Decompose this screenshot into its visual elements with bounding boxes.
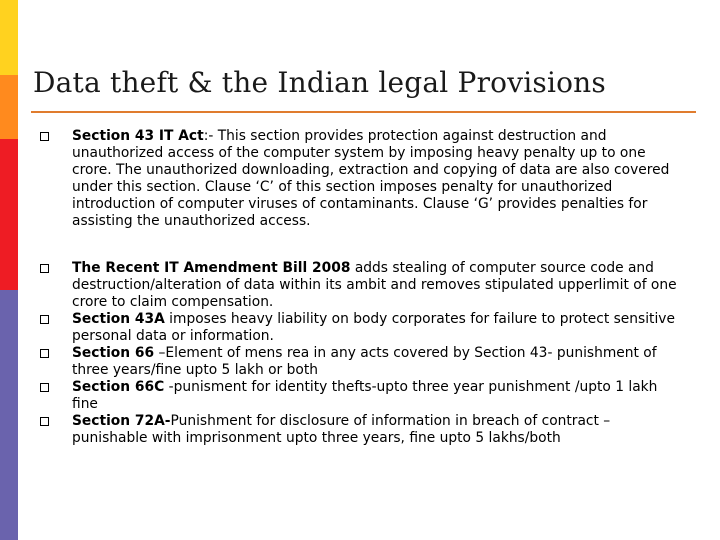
bullet-text: –Element of mens rea in any acts covered by Section 43- punishment of three years/fine upto 5 lakh or both xyxy=(72,345,657,378)
side-color-bar-yellow xyxy=(0,0,18,75)
bullet-text: :- This section provides protection against destruction and unauthorized access of the computer system by imposing heavy penalty up to one crore. The unauthorized downloading, extraction and copying of data are also covered under this section. Clause ‘C’ of this section imposes penalty for unauthorized introduction of computer viruses of contaminants. Clause ‘G’ provides penalties for assisting the unauthorized access. xyxy=(72,128,670,229)
bullet-item xyxy=(40,311,680,345)
bullet-item xyxy=(40,128,680,230)
bullet-text: imposes heavy liability on body corporates for failure to protect sensitive personal data or information. xyxy=(72,311,675,344)
bullet-text: -punisment for identity thefts-upto three year punishment /upto 1 lakh fine xyxy=(72,379,658,412)
bullet-item xyxy=(40,345,680,379)
bullet-text: Punishment for disclosure of information in breach of contract –punishable with imprisonment upto three years, fine upto 5 lakhs/both xyxy=(72,413,611,446)
square-bullet-icon xyxy=(40,349,49,358)
bullet-label: Section 43A xyxy=(72,311,165,327)
square-bullet-icon xyxy=(40,315,49,324)
bullet-list-section-43 xyxy=(40,128,680,230)
bullet-label: Section 43 IT Act xyxy=(72,128,204,144)
bullet-label: Section 66C xyxy=(72,379,165,395)
bullet-item xyxy=(40,260,680,311)
slide-title: Data theft & the Indian legal Provisions xyxy=(33,66,606,99)
bullet-item xyxy=(40,413,680,447)
side-color-bar-red xyxy=(0,139,18,290)
bullet-label: Section 72A- xyxy=(72,413,171,429)
square-bullet-icon xyxy=(40,132,49,141)
side-color-bar-orange xyxy=(0,75,18,139)
square-bullet-icon xyxy=(40,383,49,392)
bullet-list-amendments xyxy=(40,260,680,447)
square-bullet-icon xyxy=(40,264,49,273)
bullet-item xyxy=(40,379,680,413)
bullet-label: Section 66 xyxy=(72,345,155,361)
bullet-label: The Recent IT Amendment Bill 2008 xyxy=(72,260,351,276)
square-bullet-icon xyxy=(40,417,49,426)
title-divider xyxy=(31,111,696,113)
bullet-text: adds stealing of computer source code and destruction/alteration of data within its ambit and removes stipulated upperlimit of one crore to claim compensation. xyxy=(72,260,677,310)
side-color-bar-blue xyxy=(0,290,18,540)
